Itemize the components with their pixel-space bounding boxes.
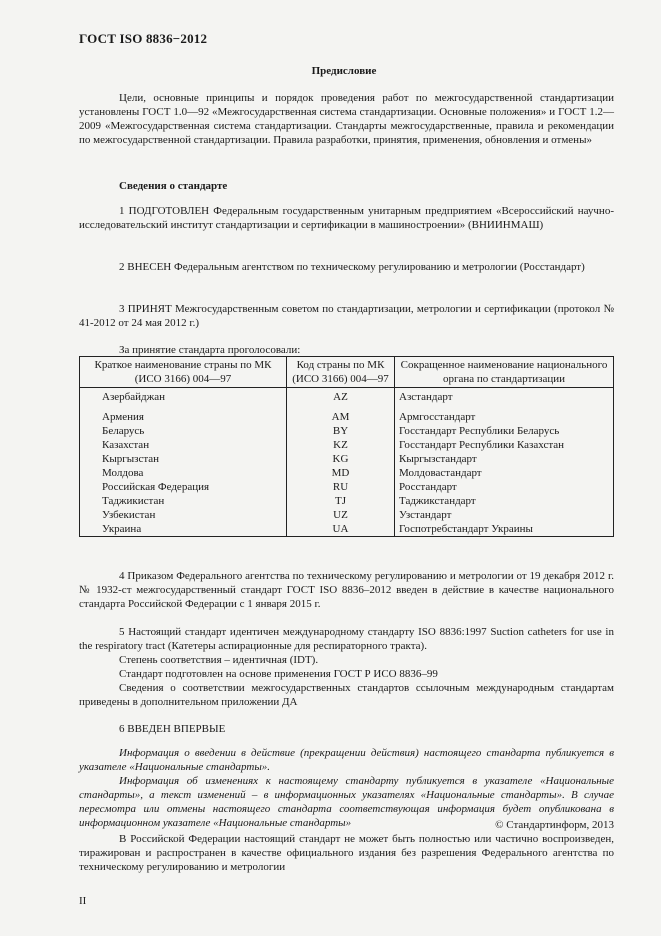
national-body: Армгосстандарт [395,410,614,424]
vote-caption: За принятие стандарта проголосовали: [119,344,301,356]
country-code: MD [287,466,395,480]
country-name: Беларусь [80,424,287,438]
table-row [80,388,614,411]
national-body: Госстандарт Республики Беларусь [395,424,614,438]
country-code: KG [287,452,395,466]
table-row [80,522,614,537]
national-body: Молдовастандарт [395,466,614,480]
table-row [80,438,614,452]
info-item-3: 3 ПРИНЯТ Межгосударственным советом по стандартизации, метрологии и сертификации (протокол № 41-2012 от 24 мая 2012 г.) [79,303,614,329]
country-code: KZ [287,438,395,452]
header-country-code: Код страны по МК (ИСО 3166) 004—97 [287,357,395,388]
page-number: II [79,895,87,907]
item-4: 4 Приказом Федерального агентства по техническому регулированию и метрологии от 19 декабря 2012 г. № 1932-ст межгосударственный стандарт ГОСТ ISO 8836–2012 введен в действие в качестве национального стандарта Российской Федерации с 1 января 2015 г. [79,570,614,610]
info-item-2: 2 ВНЕСЕН Федеральным агентством по техническому регулированию и метрологии (Росстандарт) [119,261,585,273]
country-code: AZ [287,388,395,411]
national-body: Госпотребстандарт Украины [395,522,614,537]
national-body: Узстандарт [395,508,614,522]
foreword-title: Предисловие [311,65,377,77]
table-row [80,410,614,424]
national-body: Госстандарт Республики Казахстан [395,438,614,452]
info-title: Сведения о стандарте [119,180,228,192]
item-5-basis: Стандарт подготовлен на основе применения ГОСТ Р ИСО 8836–99 [119,668,438,680]
country-name: Армения [80,410,287,424]
country-name: Таджикистан [80,494,287,508]
item-5-references: Сведения о соответствии межгосударственных стандартов ссылочным международным стандартам приведены в дополнительном приложении ДА [79,682,614,708]
table-row [80,452,614,466]
item-5-conformity: Степень соответствия – идентичная (IDT). [119,654,319,666]
item-5-text: 5 Настоящий стандарт идентичен международному стандарту ISO 8836:1997 Suction catheters for use in the respiratory tract (Катетеры аспирационные для респираторного тракта). [79,626,614,652]
copyright: © Стандартинформ, 2013 [495,819,614,831]
table-row [80,424,614,438]
item-5 [79,625,614,709]
country-name: Казахстан [80,438,287,452]
item-6: 6 ВВЕДЕН ВПЕРВЫЕ [119,723,226,735]
table-row [80,494,614,508]
country-name: Российская Федерация [80,480,287,494]
info-item-1: 1 ПОДГОТОВЛЕН Федеральным государственным унитарным предприятием «Всероссийский научно-исследовательский институт стандартизации и сертификации в машиностроении» (ВНИИНМАШ) [79,205,614,231]
header-country-name: Краткое наименование страны по МК (ИСО 3166) 004—97 [80,357,287,388]
reproduction-notice: В Российской Федерации настоящий стандарт не может быть полностью или частично воспроизведен, тиражирован и распространен в качестве официального издания без разрешения Федерального агентства по техническому регулированию и метрологии [79,833,614,873]
country-code: BY [287,424,395,438]
standard-header: ГОСТ ISO 8836−2012 [79,31,208,46]
country-code: AM [287,410,395,424]
national-body: Азстандарт [395,388,614,411]
country-name: Кыргызстан [80,452,287,466]
country-name: Молдова [80,466,287,480]
table-row [80,508,614,522]
country-name: Украина [80,522,287,537]
notice-changes: Информация об изменениях к настоящему стандарту публикуется в указателе «Национальные стандарты», а текст изменений – в информационных указателях «Национальные стандарты». В случае пересмотра или отмены настоящего стандарта соответствующая информация будет опубликована в информационном указателе «Национальные стандарты» [79,775,614,829]
notice-intro: Информация о введении в действие (прекращении действия) настоящего стандарта публикуется в указателе «Национальные стандарты». [79,747,614,773]
country-code: UZ [287,508,395,522]
country-code: RU [287,480,395,494]
national-body: Кыргызстандарт [395,452,614,466]
voting-table [79,356,614,537]
table-header-row [80,357,614,388]
country-code: UA [287,522,395,537]
table-row [80,466,614,480]
country-name: Азербайджан [80,388,287,411]
national-body: Росстандарт [395,480,614,494]
country-name: Узбекистан [80,508,287,522]
country-code: TJ [287,494,395,508]
foreword-text: Цели, основные принципы и порядок проведения работ по межгосударственной стандартизации установлены ГОСТ 1.0—92 «Межгосударственная система стандартизации. Основные положения» и ГОСТ 1.2—2009 «Межгосударственная система стандартизации. Стандарты межгосударственные, правила и рекомендации по межгосударственной стандартизации. Правила разработки, принятия, применения, обновления и отмены» [79,92,614,146]
table-row [80,480,614,494]
national-body: Таджикстандарт [395,494,614,508]
header-national-body: Сокращенное наименование национального органа по стандартизации [395,357,614,388]
